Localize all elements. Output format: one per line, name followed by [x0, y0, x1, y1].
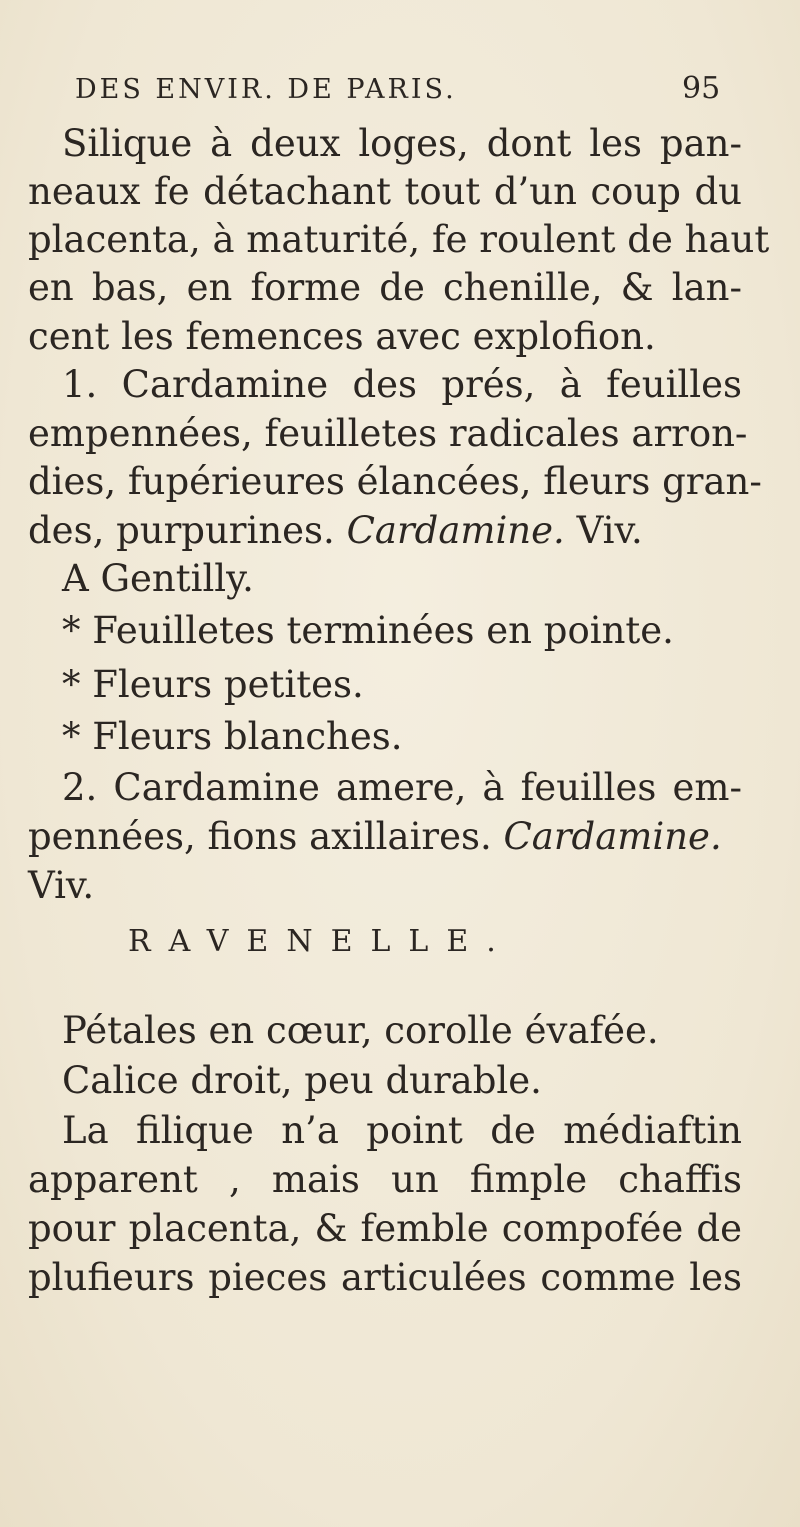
text-line: La filique n’a point de médiaftin: [62, 1109, 742, 1152]
abbreviation: Viv.: [28, 864, 95, 907]
text-line: Silique à deux loges, dont les pan-: [62, 122, 742, 165]
text-line: neaux fe détachant tout d’un coup du: [28, 170, 742, 213]
variant-line: * Fleurs blanches.: [62, 715, 403, 758]
section-title: RAVENELLE.: [128, 924, 514, 959]
entry-heading: 2. Cardamine amere, à feuilles em-: [62, 766, 742, 809]
text-line: plufieurs pieces articulées comme les: [28, 1256, 742, 1299]
text-line: cent les femences avec explofion.: [28, 315, 656, 358]
latin-name: Cardamine.: [503, 815, 722, 858]
text-line: [28, 815, 722, 858]
entry-text: pennées, fions axillaires.: [28, 815, 492, 858]
locality: A Gentilly.: [62, 557, 254, 600]
entry-heading: 1. Cardamine des prés, à feuilles: [62, 363, 742, 406]
text-line: [28, 509, 643, 552]
running-title: DES ENVIR. DE PARIS.: [75, 74, 457, 105]
text-line: placenta, à maturité, fe roulent de haut: [28, 218, 770, 261]
variant-line: * Feuilletes terminées en pointe.: [62, 609, 674, 652]
abbreviation: Viv.: [576, 509, 643, 552]
variant-line: * Fleurs petites.: [62, 663, 364, 706]
page-number: 95: [682, 71, 721, 106]
latin-name: Cardamine.: [346, 509, 565, 552]
text-line: apparent , mais un fimple chaffis: [28, 1158, 742, 1201]
text-line: empennées, feuilletes radicales arron-: [28, 412, 748, 455]
text-line: Calice droit, peu durable.: [62, 1059, 542, 1102]
text-line: Pétales en cœur, corolle évafée.: [62, 1009, 659, 1052]
text-line: en bas, en forme de chenille, & lan-: [28, 266, 742, 309]
entry-text: des, purpurines.: [28, 509, 335, 552]
text-line: pour placenta, & femble compofée de: [28, 1207, 742, 1250]
text-line: dies, fupérieures élancées, fleurs gran-: [28, 460, 762, 503]
